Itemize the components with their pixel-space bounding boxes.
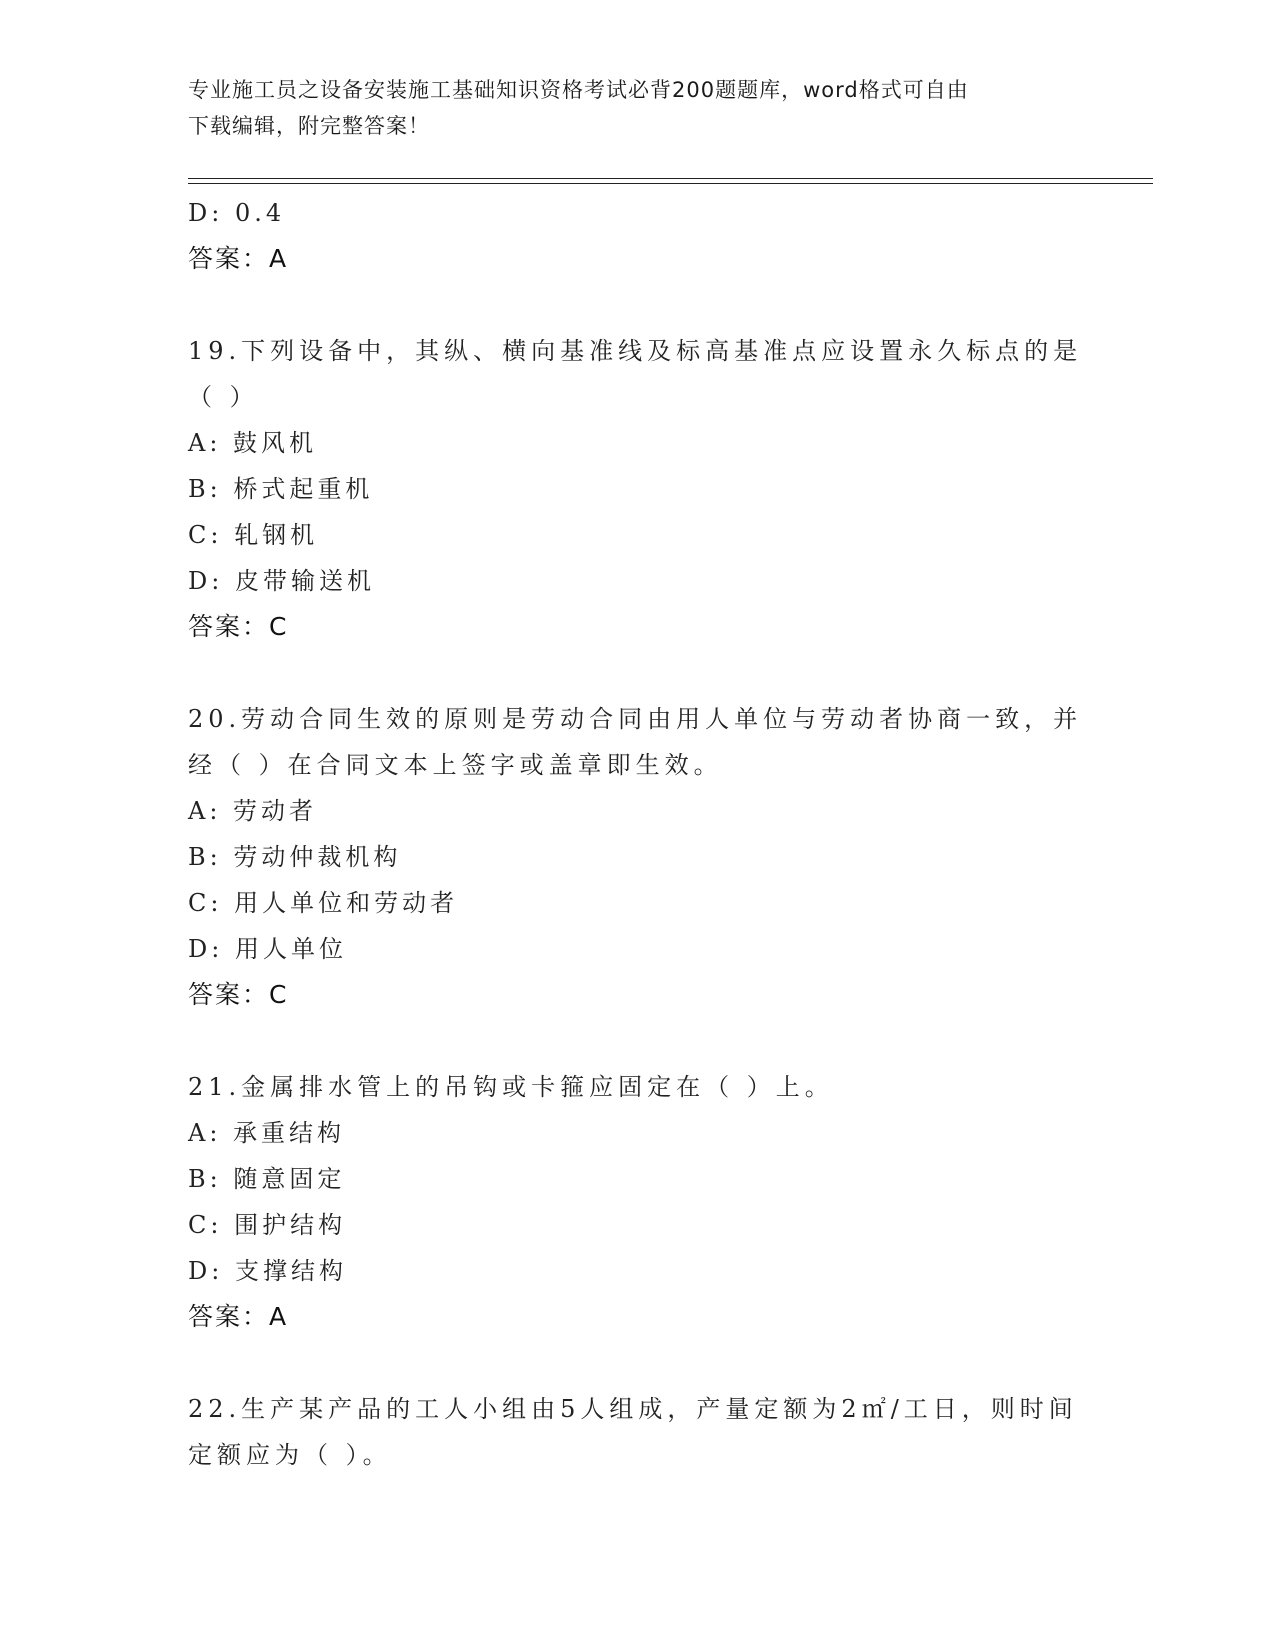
option-b: B: 随意固定 <box>188 1165 346 1193</box>
question-20 <box>188 696 1088 1018</box>
question-text-line: （ ） <box>188 383 259 411</box>
question-text-line: 21.金属排水管上的吊钩或卡箍应固定在（ ）上。 <box>188 1073 834 1101</box>
option-d: D: 支撑结构 <box>188 1257 347 1285</box>
option-a: A: 劳动者 <box>188 797 318 825</box>
header-line-2: 下载编辑，附完整答案！ <box>188 114 430 138</box>
spacer <box>188 1018 1088 1064</box>
question-text-line: 22.生产某产品的工人小组由5人组成，产量定额为2㎡/工日，则时间 <box>188 1395 1078 1423</box>
question-22 <box>188 1386 1088 1478</box>
option-c: C: 轧钢机 <box>188 521 319 549</box>
option-a: A: 承重结构 <box>188 1119 346 1147</box>
question-text-line: 定额应为（ ）。 <box>188 1441 392 1469</box>
spacer <box>188 282 1088 328</box>
option-d: D: 用人单位 <box>188 935 347 963</box>
prev-answer: 答案：A <box>188 244 289 273</box>
answer: 答案：C <box>188 980 289 1009</box>
question-21 <box>188 1064 1088 1340</box>
question-19 <box>188 328 1088 650</box>
spacer <box>188 1340 1088 1386</box>
option-b: B: 桥式起重机 <box>188 475 374 503</box>
question-text-line: 经（ ）在合同文本上签字或盖章即生效。 <box>188 751 723 779</box>
option-a: A: 鼓风机 <box>188 429 318 457</box>
option-d: D: 皮带输送机 <box>188 567 375 595</box>
answer: 答案：A <box>188 1302 289 1331</box>
header-rule-bottom <box>188 183 1153 184</box>
answer: 答案：C <box>188 612 289 641</box>
option-c: C: 围护结构 <box>188 1211 347 1239</box>
option-b: B: 劳动仲裁机构 <box>188 843 402 871</box>
header-line-1: 专业施工员之设备安装施工基础知识资格考试必背200题题库，word格式可自由 <box>188 78 969 102</box>
document-body <box>188 190 1088 1478</box>
option-c: C: 用人单位和劳动者 <box>188 889 459 917</box>
document-header <box>188 72 1088 144</box>
prev-option-d: D: 0.4 <box>188 199 286 227</box>
header-rule-top <box>188 178 1153 179</box>
question-text-line: 19.下列设备中，其纵、横向基准线及标高基准点应设置永久标点的是 <box>188 337 1083 365</box>
spacer <box>188 650 1088 696</box>
question-text-line: 20.劳动合同生效的原则是劳动合同由用人单位与劳动者协商一致，并 <box>188 705 1083 733</box>
